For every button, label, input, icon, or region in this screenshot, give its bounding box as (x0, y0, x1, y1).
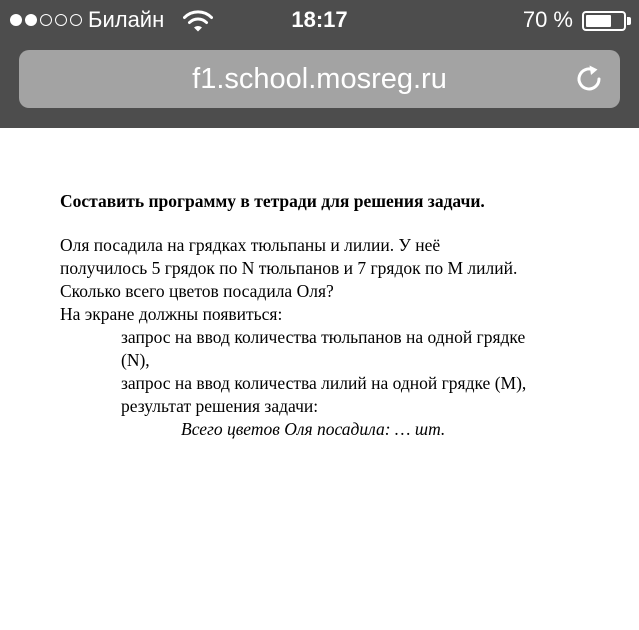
carrier-name: Билайн (88, 7, 165, 32)
battery-percent: 70 % (522, 7, 573, 32)
reload-icon[interactable] (574, 64, 604, 94)
paragraph-line: Сколько всего цветов посадила Оля? (60, 281, 334, 301)
status-bar (0, 0, 639, 44)
paragraph-line: На экране должны появиться: (60, 304, 283, 324)
task-paragraph (60, 234, 600, 326)
requirement-line: результат решения задачи: (121, 396, 319, 416)
battery-tip (627, 17, 631, 25)
paragraph-line: получилось 5 грядок по N тюльпанов и 7 грядок по M лилий. (60, 258, 518, 278)
address-bar[interactable] (19, 50, 620, 108)
requirements-list (121, 326, 601, 418)
requirement-line: запрос на ввод количества лилий на одной грядке (M), (121, 373, 527, 393)
requirement-line: (N), (121, 350, 150, 370)
document-page (0, 128, 639, 630)
battery-icon (582, 11, 626, 31)
browser-chrome (0, 0, 639, 128)
clock: 18:17 (291, 7, 348, 32)
requirement-line: запрос на ввод количества тюльпанов на одной грядке (121, 327, 526, 347)
battery-level-fill (586, 15, 611, 27)
url-text[interactable]: f1.school.mosreg.ru (192, 63, 447, 95)
task-heading: Составить программу в тетради для решения задачи. (60, 191, 485, 211)
answer-template: Всего цветов Оля посадила: … шт. (181, 419, 446, 439)
paragraph-line: Оля посадила на грядках тюльпаны и лилии. У неё (60, 235, 441, 255)
